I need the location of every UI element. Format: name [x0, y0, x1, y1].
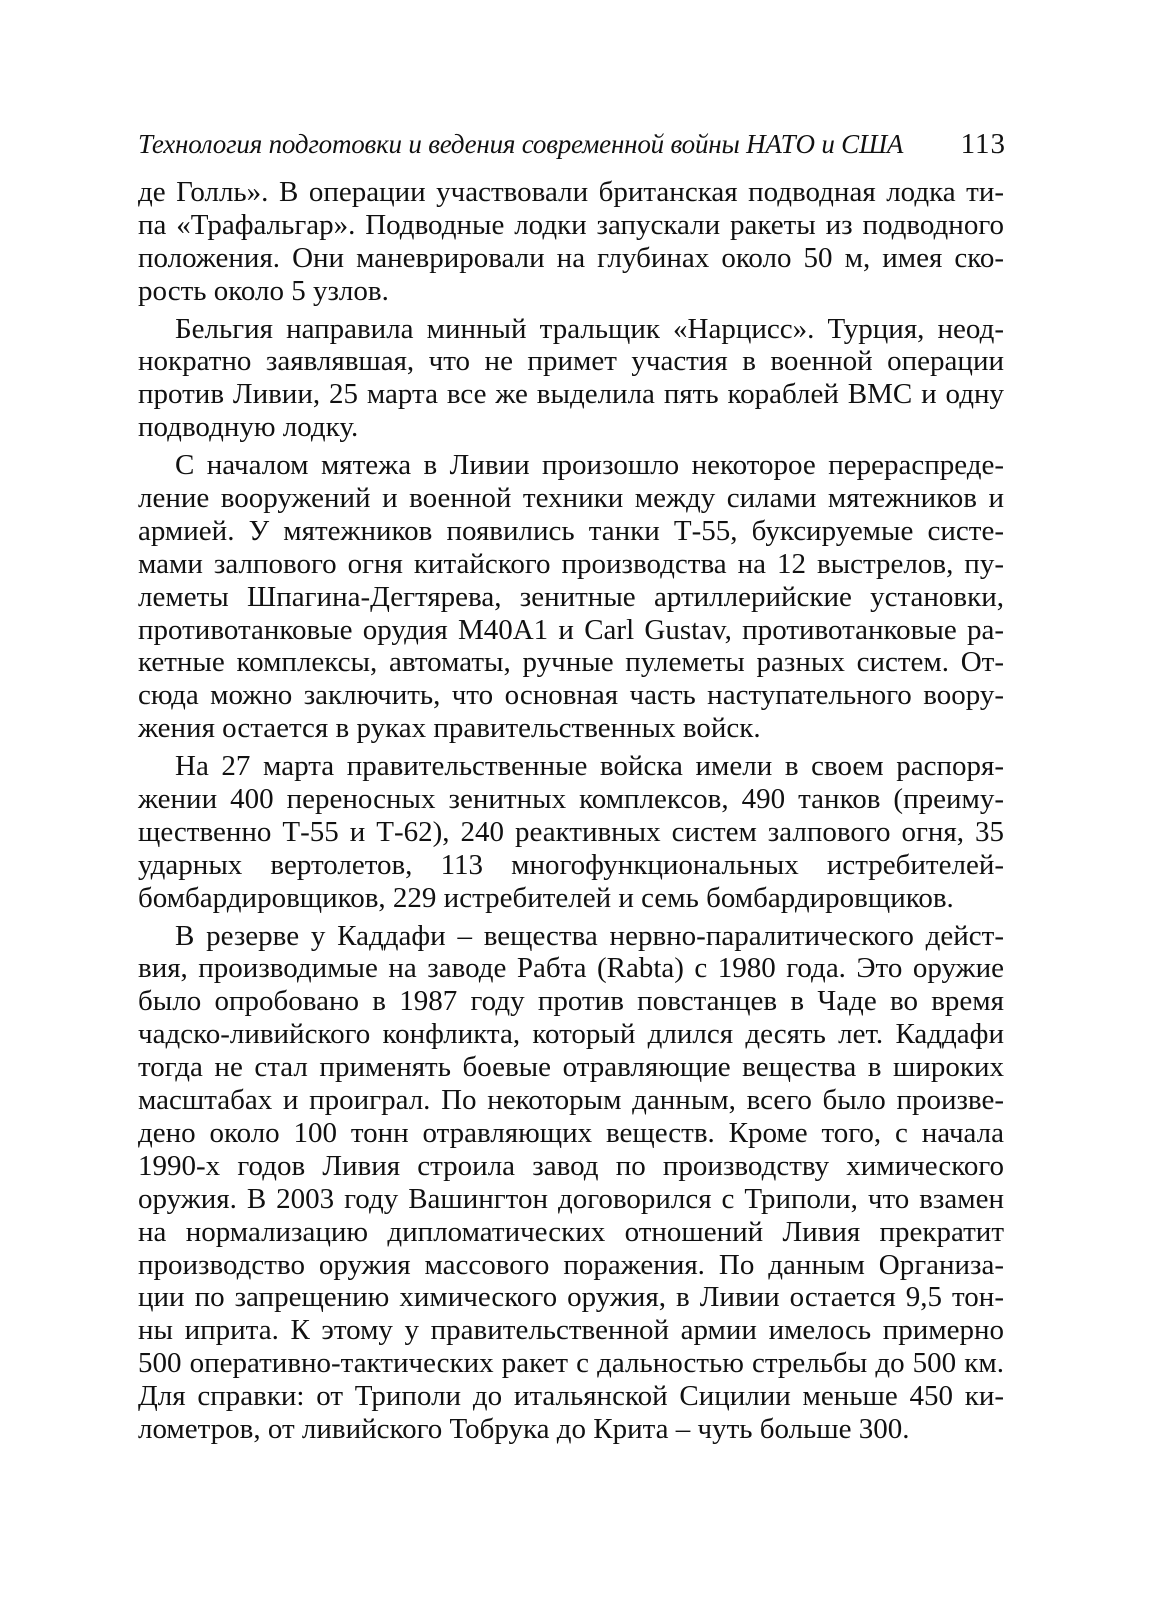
- text-line: производство оружия массового поражения. По данным Организа-: [138, 1248, 1004, 1281]
- text-line: оружия. В 2003 году Вашингтон договорился с Триполи, что взамен: [138, 1182, 1004, 1215]
- running-header: [138, 128, 1006, 168]
- text-line: масштабах и проиграл. По некоторым данным, всего было произве-: [138, 1084, 1004, 1117]
- text-line: На 27 марта правительственные войска имели в своем распоря-: [175, 750, 1004, 783]
- text-line: армией. У мятежников появились танки Т-55, буксируемые систе-: [138, 514, 1004, 547]
- text-line: лометров, от ливийского Тобрука до Крита – чуть больше 300.: [138, 1412, 910, 1445]
- text-line: щественно Т-55 и Т-62), 240 реактивных систем залпового огня, 35: [138, 815, 1004, 848]
- text-line: на нормализацию дипломатических отношений Ливия прекратит: [138, 1215, 1004, 1248]
- text-line: мами залпового огня китайского производства на 12 выстрелов, пу-: [138, 547, 1004, 580]
- text-line: ны иприта. К этому у правительственной армии имелось примерно: [138, 1314, 1004, 1347]
- text-line: ление вооружений и военной техники между силами мятежников и: [138, 482, 1004, 515]
- text-line: дено около 100 тонн отравляющих веществ. Кроме того, с начала: [138, 1116, 1004, 1149]
- body-text: [138, 176, 1004, 1451]
- text-line: С началом мятежа в Ливии произошло некоторое перераспреде-: [175, 449, 1004, 482]
- page-number: 113: [960, 128, 1006, 160]
- paragraph: [138, 920, 1004, 1446]
- text-line: нократно заявлявшая, что не примет участия в военной операции: [138, 345, 1004, 378]
- text-line: ударных вертолетов, 113 многофункциональных истребителей-: [138, 848, 1004, 881]
- text-line: положения. Они маневрировали на глубинах около 50 м, имея ско-: [138, 241, 1004, 274]
- text-line: В резерве у Каддафи – вещества нервно-паралитического дейст-: [175, 919, 1004, 952]
- text-line: противотанковые орудия М40А1 и Carl Gustav, противотанковые ра-: [138, 613, 1004, 646]
- text-line: было опробовано в 1987 году против повстанцев в Чаде во время: [138, 985, 1004, 1018]
- text-line: Для справки: от Триполи до итальянской Сицилии меньше 450 ки-: [138, 1380, 1004, 1413]
- text-line: против Ливии, 25 марта все же выделила пять кораблей ВМС и одну: [138, 378, 1004, 411]
- paragraph: [138, 449, 1004, 745]
- text-line: кетные комплексы, автоматы, ручные пулеметы разных систем. От-: [138, 646, 1004, 679]
- text-line: подводную лодку.: [138, 411, 359, 444]
- text-line: сюда можно заключить, что основная часть наступательного воору-: [138, 679, 1004, 712]
- text-line: бомбардировщиков, 229 истребителей и семь бомбардировщиков.: [138, 881, 954, 914]
- text-line: па «Трафальгар». Подводные лодки запускали ракеты из подводного: [138, 208, 1004, 241]
- paragraph: [138, 313, 1004, 445]
- text-line: тогда не стал применять боевые отравляющие вещества в широких: [138, 1051, 1004, 1084]
- text-line: чадско-ливийского конфликта, который длился десять лет. Каддафи: [138, 1018, 1004, 1051]
- running-header-title: Технология подготовки и ведения современной войны НАТО и США: [138, 129, 904, 159]
- text-line: жении 400 переносных зенитных комплексов, 490 танков (преиму-: [138, 783, 1004, 816]
- text-line: ции по запрещению химического оружия, в Ливии остается 9,5 тон-: [138, 1281, 1004, 1314]
- text-line: вия, производимые на заводе Рабта (Rabta) с 1980 года. Это оружие: [138, 952, 1004, 985]
- text-line: 500 оперативно-тактических ракет с дальностью стрельбы до 500 км.: [138, 1347, 1004, 1380]
- text-line: леметы Шпагина-Дегтярева, зенитные артиллерийские установки,: [138, 580, 1004, 613]
- text-line: рость около 5 узлов.: [138, 274, 389, 307]
- text-line: де Голль». В операции участвовали британская подводная лодка ти-: [138, 176, 1004, 208]
- text-line: жения остается в руках правительственных войск.: [138, 712, 761, 745]
- paragraph: [138, 750, 1004, 914]
- text-line: 1990-х годов Ливия строила завод по производству химического: [138, 1149, 1004, 1182]
- text-line: Бельгия направила минный тральщик «Нарцисс». Турция, неод-: [175, 312, 1004, 345]
- paragraph: [138, 176, 1004, 308]
